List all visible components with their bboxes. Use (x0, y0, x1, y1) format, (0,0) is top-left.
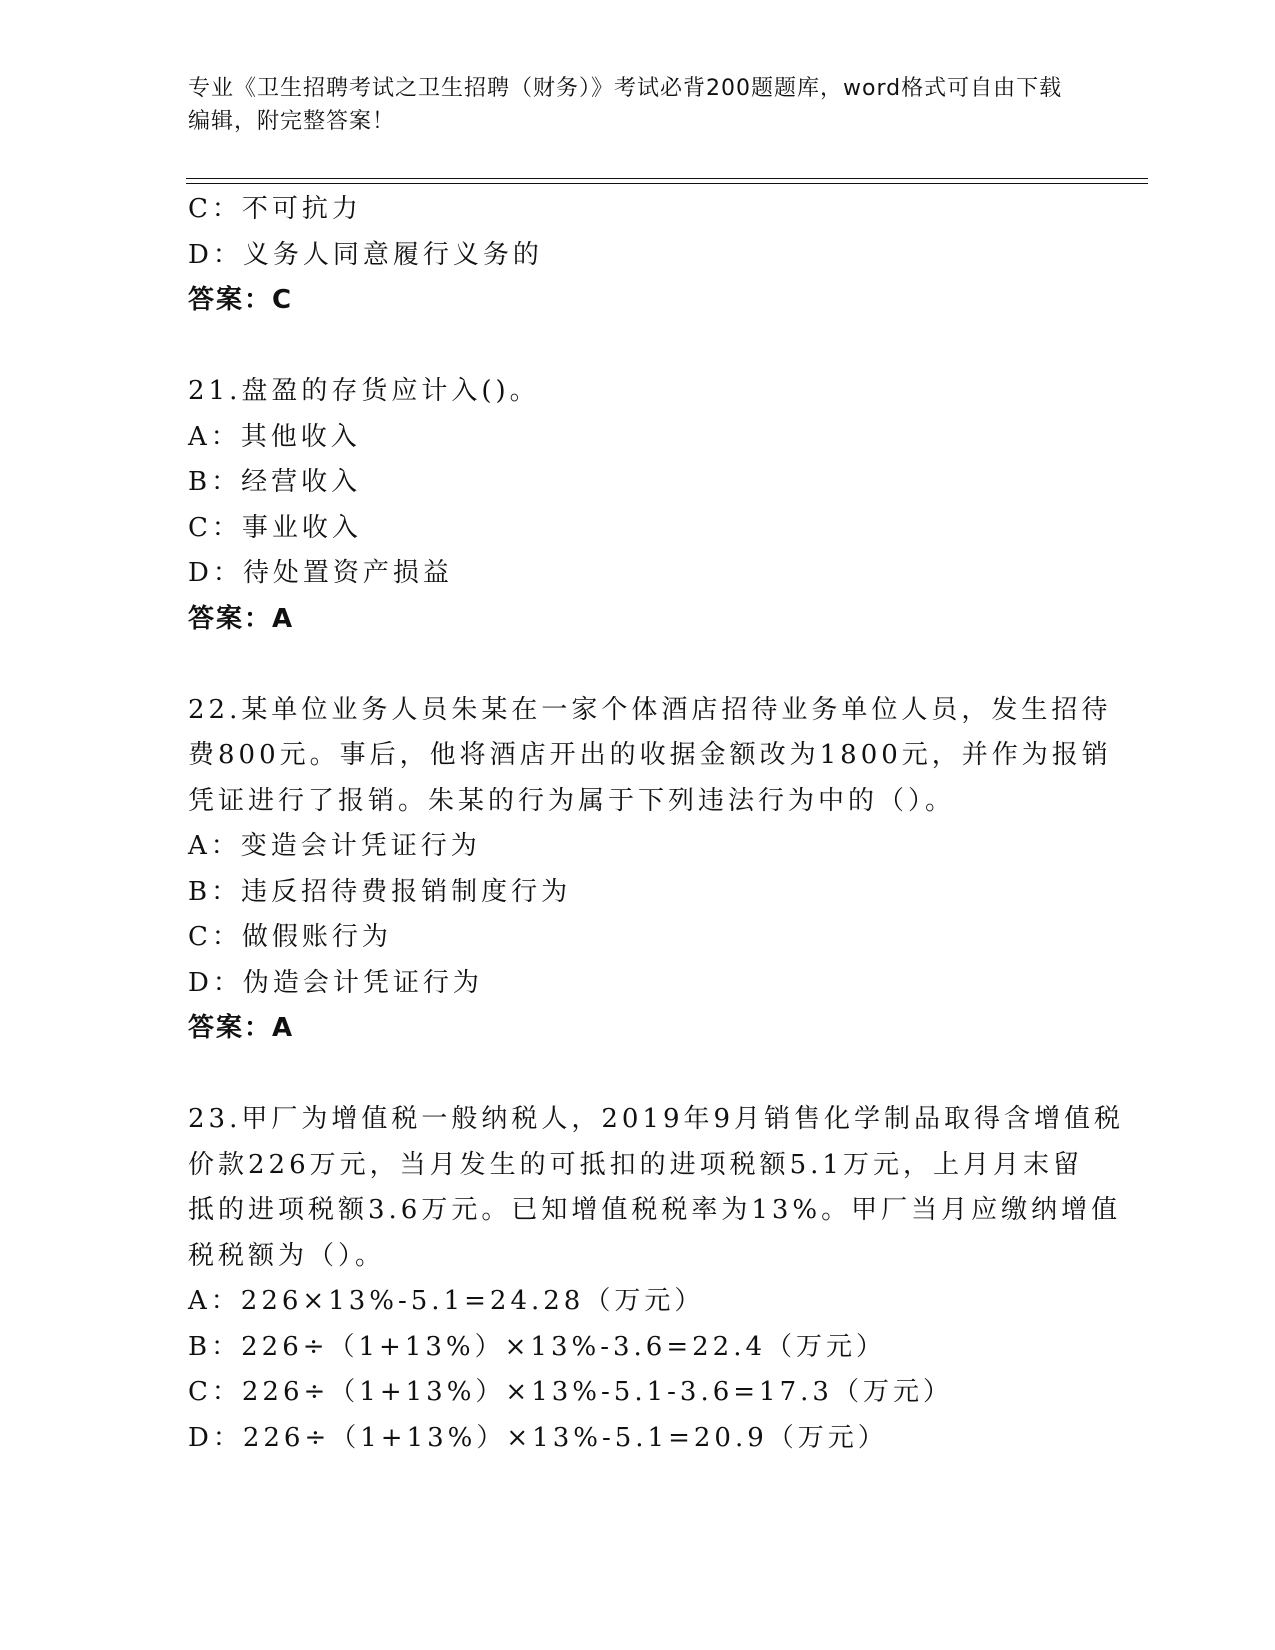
question-stem: 23.甲厂为增值税一般纳税人，2019年9月销售化学制品取得含增值税 (188, 1104, 1125, 1134)
question-stem: 税税额为（）。 (188, 1240, 386, 1271)
question-stem: 价款226万元，当月发生的可抵扣的进项税额5.1万元，上月月末留 (188, 1149, 1083, 1180)
option-c: C：226÷（1+13%）×13%-5.1-3.6=17.3（万元） (188, 1377, 953, 1407)
answer-line: 答案：C (188, 285, 294, 315)
question-22 (188, 688, 1112, 1052)
option-b: B：经营收入 (188, 467, 362, 497)
option-d: D：义务人同意履行义务的 (188, 239, 543, 270)
question-21 (188, 369, 1088, 642)
question-content (188, 187, 1125, 1461)
option-c: C：事业收入 (188, 512, 362, 543)
option-d: D：伪造会计凭证行为 (188, 967, 483, 998)
option-a: A：变造会计凭证行为 (188, 831, 481, 861)
option-c: C：做假账行为 (188, 922, 392, 952)
answer-line: 答案：A (188, 1013, 295, 1043)
spacer (188, 1052, 1088, 1098)
option-b: B：违反招待费报销制度行为 (188, 876, 572, 907)
option-a: A：其他收入 (188, 421, 361, 452)
question-23 (188, 1097, 1125, 1461)
spacer (188, 642, 1088, 688)
question-stem: 22.某单位业务人员朱某在一家个体酒店招待业务单位人员，发生招待 (188, 694, 1112, 725)
question-stem: 费800元。事后，他将酒店开出的收据金额改为1800元，并作为报销 (188, 740, 1112, 770)
question-stem: 抵的进项税额3.6万元。已知增值税税率为13%。甲厂当月应缴纳增值 (188, 1195, 1122, 1225)
option-d: D：待处置资产损益 (188, 558, 453, 588)
option-d: D：226÷（1+13%）×13%-5.1=20.9（万元） (188, 1422, 888, 1453)
answer-line: 答案：A (188, 603, 295, 634)
document-header: 专业《卫生招聘考试之卫生招聘（财务）》考试必背200题题库，word格式可自由下载编辑，附完整答案！ (188, 76, 1063, 134)
header-divider-top (186, 178, 1148, 179)
option-b: B：226÷（1+13%）×13%-3.6=22.4（万元） (188, 1331, 887, 1362)
option-a: A：226×13%-5.1=24.28（万元） (188, 1286, 705, 1316)
question-stem: 凭证进行了报销。朱某的行为属于下列违法行为中的（）。 (188, 785, 956, 816)
header-divider-bottom (186, 183, 1148, 184)
option-c: C：不可抗力 (188, 194, 362, 224)
question-stem: 21.盘盈的存货应计入()。 (188, 376, 540, 406)
spacer (188, 324, 1088, 370)
